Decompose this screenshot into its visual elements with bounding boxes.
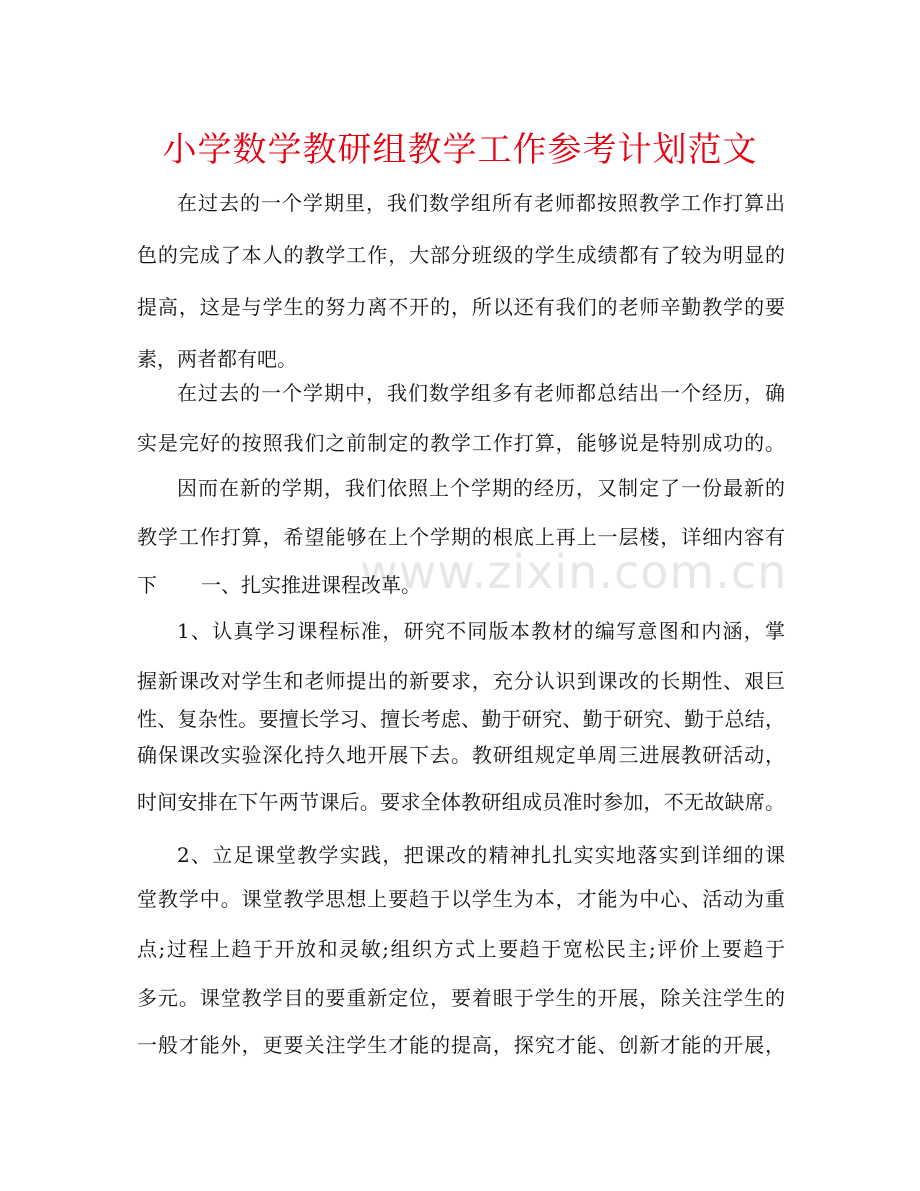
paragraph-2-line-1: 在过去的一个学期中，我们数学组多有老师都总结出一个经历，确 [177,381,785,405]
paragraph-4-line-3: 性、复杂性。要擅长学习、擅长考虑、勤于研究、勤于研究、勤于总结， [137,707,785,731]
paragraph-3-line-3-prefix: 下 [137,573,157,597]
paragraph-2-line-2: 实是完好的按照我们之前制定的教学工作打算，能够说是特别成功的。 [137,431,785,455]
paragraph-1-line-4: 素，两者都有吧。 [137,347,297,371]
paragraph-3-line-3 [137,570,785,600]
paragraph-4-line-5: 时间安排在下午两节课后。要求全体教研组成员准时参加，不无故缺席。 [137,790,785,814]
paragraph-1-line-3: 提高，这是与学生的努力离不开的，所以还有我们的老师辛勤教学的要 [137,295,785,319]
watermark: www.zixin.com.cn [360,545,788,599]
section-heading-1: 一、扎实推进课程改革。 [201,573,421,597]
paragraph-5-line-3: 点;过程上趋于开放和灵敏;组织方式上要趋于宽松民主;评价上要趋于 [137,937,785,961]
paragraph-1-line-2: 色的完成了本人的教学工作，大部分班级的学生成绩都有了较为明显的 [137,243,785,267]
paragraph-5-line-4: 多元。课堂教学目的要重新定位，要着眼于学生的开展，除关注学生的 [137,986,785,1010]
paragraph-1-line-1: 在过去的一个学期里，我们数学组所有老师都按照教学工作打算出 [177,191,785,215]
paragraph-5-line-2: 堂教学中。课堂教学思想上要趋于以学生为本，才能为中心、活动为重 [137,887,785,911]
paragraph-5-line-5: 一般才能外，更要关注学生才能的提高，探究才能、创新才能的开展， [137,1033,785,1057]
paragraph-3-line-2: 教学工作打算，希望能够在上个学期的根底上再上一层楼，详细内容有 [137,525,785,549]
document-title: 小学数学教研组教学工作参考计划范文 [162,130,758,170]
paragraph-5-line-1: 2、立足课堂教学实践，把课改的精神扎扎实实地落实到详细的课 [177,843,785,867]
paragraph-3-line-1: 因而在新的学期，我们依照上个学期的经历，又制定了一份最新的 [177,476,785,500]
paragraph-4-line-2: 握新课改对学生和老师提出的新要求，充分认识到课改的长期性、艰巨 [137,669,785,693]
paragraph-4-line-4: 确保课改实验深化持久地开展下去。教研组规定单周三进展教研活动， [137,743,785,767]
paragraph-4-line-1: 1、认真学习课程标准，研究不同版本教材的编写意图和内涵，掌 [177,619,785,643]
